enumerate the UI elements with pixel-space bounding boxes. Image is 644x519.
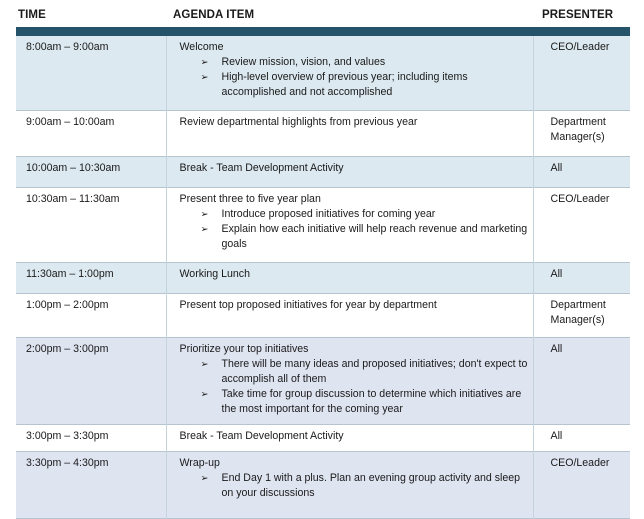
agenda-bullet bbox=[201, 387, 533, 417]
agenda-bullet bbox=[201, 70, 533, 100]
agenda-bullet-text: Take time for group discussion to determine which initiatives are the most important for the coming year bbox=[221, 387, 522, 415]
agenda-row bbox=[16, 187, 630, 262]
presenter-column-header: PRESENTER bbox=[542, 9, 614, 21]
agenda-bullet-text: Review mission, vision, and values bbox=[221, 56, 386, 68]
agenda-item-bullets bbox=[180, 55, 533, 100]
agenda-item-title: Working Lunch bbox=[179, 267, 250, 280]
agenda-row bbox=[16, 156, 630, 187]
agenda-item-cell bbox=[166, 36, 533, 110]
time-cell: 10:00am – 10:30am bbox=[16, 156, 166, 187]
time-cell: 11:30am – 1:00pm bbox=[16, 262, 166, 293]
agenda-item-cell bbox=[166, 187, 533, 262]
agenda-item-cell bbox=[166, 424, 533, 451]
agenda-item-cell bbox=[166, 262, 533, 293]
presenter-cell: CEO/Leader bbox=[533, 36, 630, 110]
agenda-row bbox=[16, 110, 630, 156]
agenda-item-cell bbox=[166, 110, 533, 156]
agenda-bullet-text: Introduce proposed initiatives for coming year bbox=[221, 207, 436, 220]
arrow-right-icon: ➢ bbox=[200, 388, 209, 400]
agenda-row bbox=[16, 262, 630, 293]
agenda-item-cell bbox=[166, 293, 533, 337]
presenter-cell: CEO/Leader bbox=[550, 192, 610, 205]
time-cell: 1:00pm – 2:00pm bbox=[16, 293, 166, 337]
arrow-right-icon: ➢ bbox=[200, 223, 209, 235]
agenda-row bbox=[16, 36, 630, 110]
agenda-bullet-text: Explain how each initiative will help reach revenue and marketing goals bbox=[221, 222, 528, 250]
agenda-item-title: Welcome bbox=[179, 41, 224, 53]
agenda-item-bullets bbox=[180, 357, 533, 417]
agenda-item-title: Break - Team Development Activity bbox=[179, 429, 344, 442]
agenda-row bbox=[16, 337, 630, 424]
presenter-cell: Department Manager(s) bbox=[550, 115, 606, 143]
arrow-right-icon: ➢ bbox=[200, 472, 209, 484]
agenda-item-title: Review departmental highlights from previous year bbox=[179, 115, 418, 128]
time-column-header: TIME bbox=[18, 9, 46, 21]
presenter-cell: All bbox=[533, 337, 630, 424]
agenda-bullet bbox=[201, 357, 533, 387]
agenda-bullet-text: End Day 1 with a plus. Plan an evening group activity and sleep on your discussions bbox=[221, 471, 521, 499]
arrow-right-icon: ➢ bbox=[200, 358, 209, 370]
agenda-item-bullets bbox=[180, 471, 533, 501]
header-divider-bar bbox=[16, 27, 630, 36]
time-cell: 10:30am – 11:30am bbox=[16, 187, 166, 262]
presenter-cell: All bbox=[533, 262, 630, 293]
agenda-bullet bbox=[201, 55, 533, 70]
agenda-row bbox=[16, 293, 630, 337]
agenda-table bbox=[16, 36, 630, 519]
agenda-item-title: Wrap-up bbox=[179, 456, 220, 469]
agenda-item-bullets bbox=[180, 207, 533, 252]
agenda-item-cell bbox=[166, 337, 533, 424]
time-cell: 9:00am – 10:00am bbox=[16, 110, 166, 156]
agenda-item-title: Prioritize your top initiatives bbox=[179, 342, 309, 355]
agenda-item-title: Present three to five year plan bbox=[179, 192, 321, 205]
presenter-cell: Department Manager(s) bbox=[550, 298, 606, 326]
agenda-bullet bbox=[201, 222, 533, 252]
presenter-cell: All bbox=[550, 429, 563, 442]
arrow-right-icon: ➢ bbox=[200, 208, 209, 220]
presenter-cell: CEO/Leader bbox=[533, 451, 630, 518]
agenda-row bbox=[16, 451, 630, 518]
time-cell: 8:00am – 9:00am bbox=[16, 36, 166, 110]
agenda-bullet bbox=[201, 207, 533, 222]
agenda-item-cell bbox=[166, 451, 533, 518]
agenda-item-title: Present top proposed initiatives for year by department bbox=[179, 298, 437, 311]
time-cell: 2:00pm – 3:00pm bbox=[16, 337, 166, 424]
agenda-row bbox=[16, 424, 630, 451]
agenda-item-cell bbox=[166, 156, 533, 187]
presenter-cell: All bbox=[533, 156, 630, 187]
time-cell: 3:00pm – 3:30pm bbox=[16, 424, 166, 451]
arrow-right-icon: ➢ bbox=[200, 57, 209, 68]
agenda-item-title: Break - Team Development Activity bbox=[179, 161, 344, 174]
agenda-bullet-text: High-level overview of previous year; including items accomplished and not accomplished bbox=[221, 71, 468, 98]
arrow-right-icon: ➢ bbox=[200, 72, 209, 83]
agenda-item-column-header: AGENDA ITEM bbox=[173, 9, 255, 21]
time-cell: 3:30pm – 4:30pm bbox=[16, 451, 166, 518]
agenda-bullet-text: There will be many ideas and proposed initiatives; don't expect to accomplish all of them bbox=[221, 357, 528, 385]
agenda-bullet bbox=[201, 471, 533, 501]
